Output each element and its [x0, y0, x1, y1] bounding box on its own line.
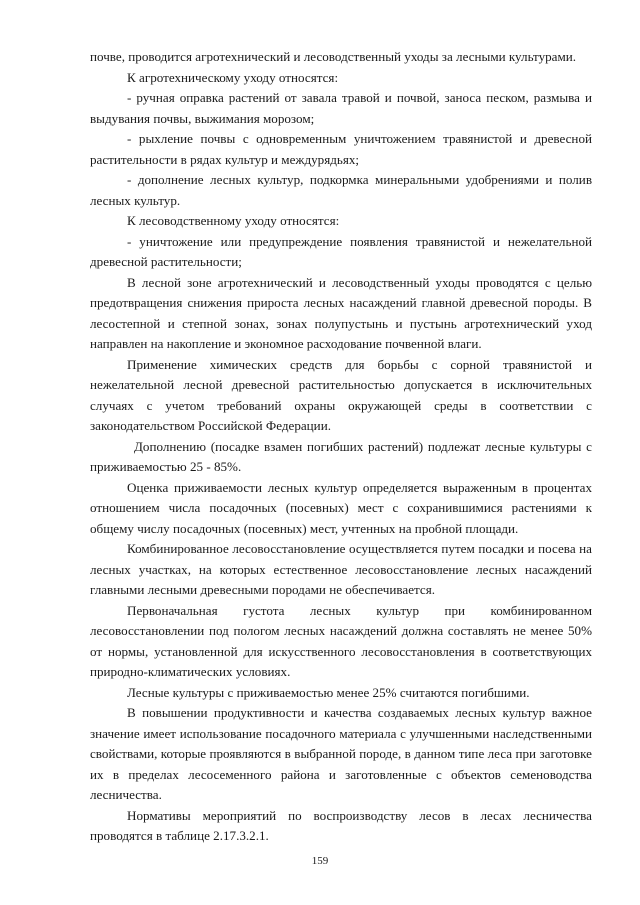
paragraph: Нормативы мероприятий по воспроизводству лесов в лесах лесничества проводятся в таблице 2.17.3.2.1. [90, 807, 592, 843]
paragraph: Комбинированное лесовосстановление осуществляется путем посадки и посева на лесных участках, на которых естественное лесовосстановление лесных насаждений главными лесными древесными породами не обеспечивается. [90, 541, 592, 597]
paragraph: Дополнению (посадке взамен погибших растений) подлежат лесные культуры с приживаемостью 25 - 85%. [90, 438, 592, 474]
paragraph: почве, проводится агротехнический и лесоводственный уходы за лесными культурами. [90, 49, 577, 64]
paragraph: Применение химических средств для борьбы с сорной травянистой и нежелательной лесной древесной растительностью допускается в исключительных случаях с учетом требований охраны окружающей среды в соответствии с законодательством Российской Федерации. [90, 356, 592, 433]
list-item: - уничтожение или предупреждение появления травянистой и нежелательной древесной растительности; [90, 233, 592, 269]
list-item: - рыхление почвы с одновременным уничтожением травянистой и древесной растительности в рядах культур и междурядьях; [90, 131, 592, 167]
paragraph: Первоначальная густота лесных культур при комбинированном лесовосстановлении под пологом лесных насаждений должна составлять не менее 50% от нормы, установленной для искусственного лесовосстановления в соответствующих природно-климатических условиях. [90, 602, 592, 679]
paragraph-heading: К лесоводственному уходу относятся: [127, 213, 340, 228]
paragraph: Оценка приживаемости лесных культур определяется выраженным в процентах отношением числа посадочных (посевных) мест с сохранившимися растениями к общему числу посадочных (посевных) мест, учтенных на пробной площади. [90, 479, 592, 536]
paragraph: Лесные культуры с приживаемостью менее 25% считаются погибшими. [127, 684, 530, 700]
paragraph: В повышении продуктивности и качества создаваемых лесных культур важное значение имеет использование посадочного материала с улучшенными наследственными свойствами, которые проявляются в выбранной породе, в данном типе леса при заготовке их в пределах лесосеменного района и заготовленные с объектов семеноводства лесничества. [90, 705, 592, 802]
list-item: - дополнение лесных культур, подкормка минеральными удобрениями и полив лесных культур. [90, 172, 592, 208]
paragraph-heading: К агротехническому уходу относятся: [127, 69, 339, 85]
page-body [90, 47, 592, 847]
paragraph: В лесной зоне агротехнический и лесоводственный уходы проводятся с целью предотвращения снижения прироста лесных насаждений главной древесной породы. В лесостепной и степной зонах, зонах полупустынь и пустынь агротехнический уход направлен на накопление и экономное расходование почвенной влаги. [90, 274, 592, 351]
page-number: 159 [311, 855, 329, 867]
list-item: - ручная оправка растений от завала травой и почвой, заноса песком, размыва и выдувания почвы, выжимания морозом; [90, 90, 592, 126]
